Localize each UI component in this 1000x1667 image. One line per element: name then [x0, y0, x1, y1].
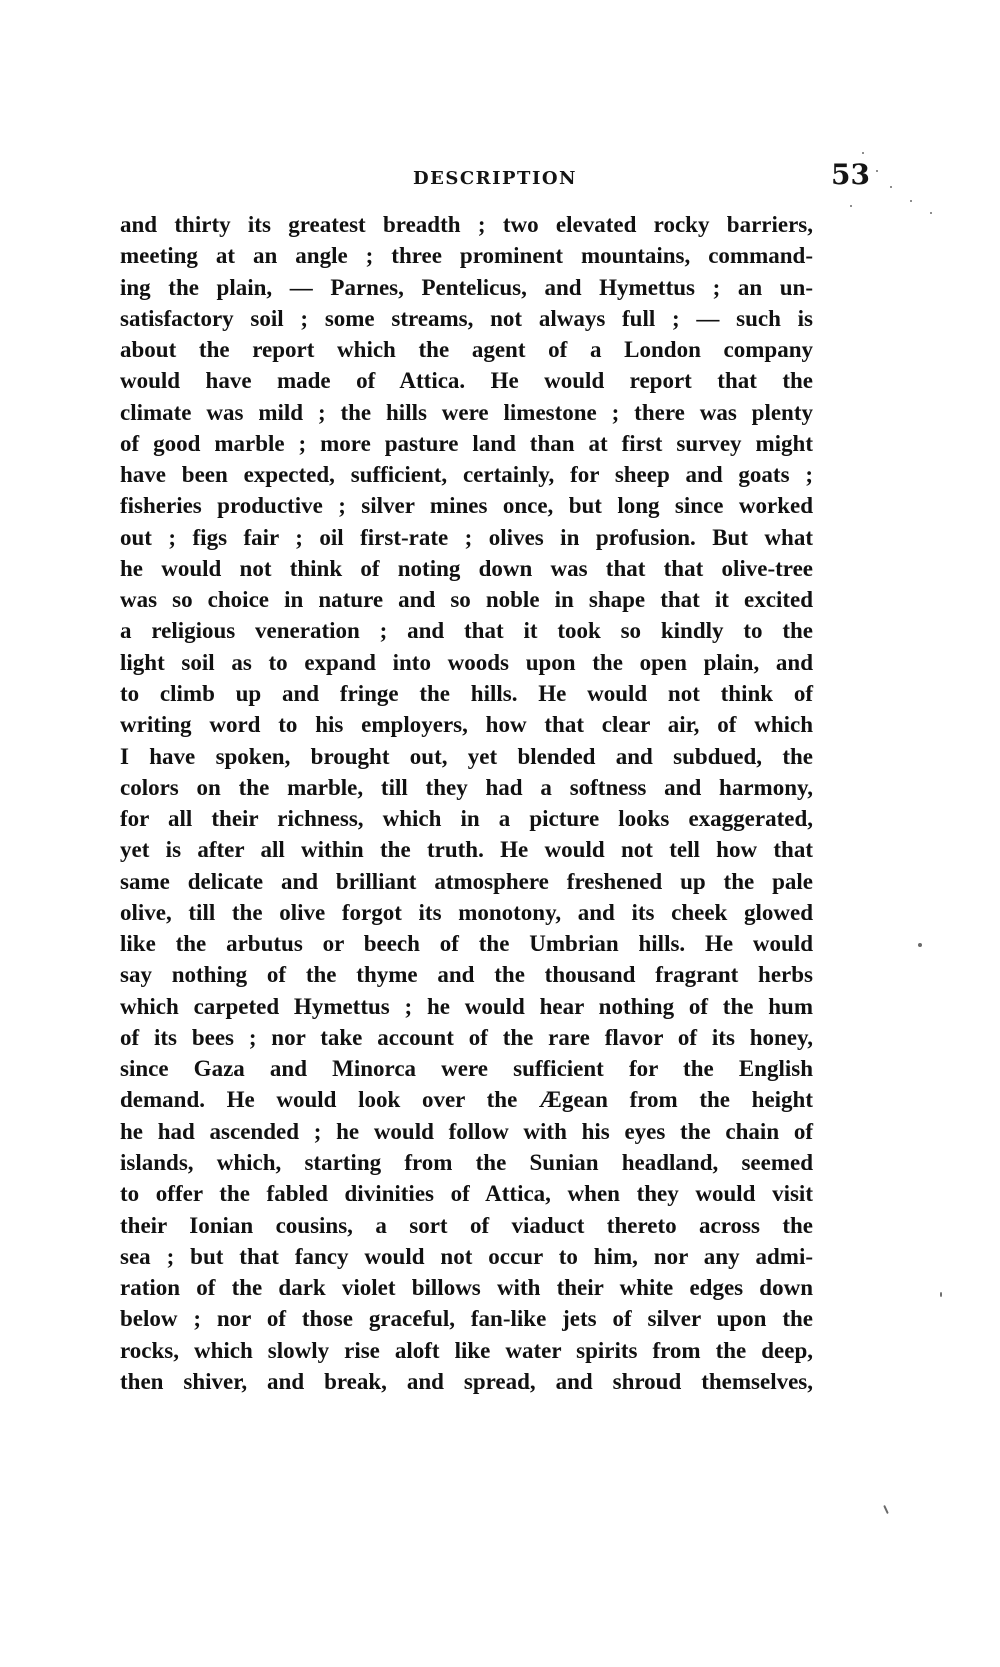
text-line: like the arbutus or beech of the Umbrian hills. He would: [120, 931, 813, 957]
text-line: colors on the marble, till they had a softness and harmony,: [120, 774, 813, 800]
scan-speck: [910, 200, 912, 202]
text-line: since Gaza and Minorca were sufficient for the English: [120, 1056, 813, 1082]
text-line: of its bees ; nor take account of the rare flavor of its honey,: [120, 1024, 813, 1050]
text-line: climate was mild ; the hills were limestone ; there was plenty: [120, 399, 813, 425]
text-line: and thirty its greatest breadth ; two elevated rocky barriers,: [120, 212, 813, 237]
text-line: was so choice in nature and so noble in shape that it excited: [120, 587, 813, 613]
scan-speck: [883, 1505, 889, 1514]
page-number: 53: [831, 158, 870, 191]
scan-speck: [930, 212, 932, 214]
text-line: he had ascended ; he would follow with his eyes the chain of: [120, 1118, 813, 1144]
text-line: a religious veneration ; and that it took so kindly to the: [120, 618, 813, 644]
text-line: to climb up and fringe the hills. He would not think of: [120, 680, 813, 706]
scan-speck: [876, 170, 878, 172]
text-line: which carpeted Hymettus ; he would hear nothing of the hum: [120, 993, 813, 1019]
text-line: rocks, which slowly rise aloft like water spirits from the deep,: [120, 1337, 813, 1363]
text-line: about the report which the agent of a London company: [120, 337, 813, 363]
scan-speck: [940, 1292, 942, 1297]
body-text: [120, 209, 813, 1397]
text-line: olive, till the olive forgot its monotony, and its cheek glowed: [120, 899, 813, 925]
text-line: below ; nor of those graceful, fan-like jets of silver upon the: [120, 1306, 813, 1332]
text-line: meeting at an angle ; three prominent mountains, command-: [120, 243, 813, 269]
text-line: then shiver, and break, and spread, and shroud themselves,: [120, 1368, 813, 1394]
text-line: fisheries productive ; silver mines once, but long since worked: [120, 493, 813, 519]
chapter-title: DESCRIPTION: [412, 168, 577, 189]
text-line: would have made of Attica. He would report that the: [120, 368, 813, 394]
text-line: I have spoken, brought out, yet blended and subdued, the: [120, 743, 813, 769]
text-line: say nothing of the thyme and the thousand fragrant herbs: [120, 962, 813, 988]
text-line: satisfactory soil ; some streams, not always full ; — such is: [120, 305, 813, 331]
text-line: islands, which, starting from the Sunian headland, seemed: [120, 1149, 813, 1175]
text-line: to offer the fabled divinities of Attica, when they would visit: [120, 1181, 813, 1207]
text-line: have been expected, sufficient, certainly, for sheep and goats ;: [120, 462, 813, 488]
text-line: out ; figs fair ; oil first-rate ; olives in profusion. But what: [120, 524, 813, 550]
text-line: light soil as to expand into woods upon the open plain, and: [120, 649, 813, 675]
text-line: writing word to his employers, how that clear air, of which: [120, 712, 813, 738]
text-line: yet is after all within the truth. He would not tell how that: [120, 837, 813, 863]
text-line: he would not think of noting down was that that olive-tree: [120, 555, 813, 581]
text-line: of good marble ; more pasture land than at first survey might: [120, 430, 813, 456]
text-line: demand. He would look over the Ægean from the height: [120, 1087, 813, 1113]
scan-speck: [918, 943, 922, 947]
running-header: [0, 158, 1000, 198]
text-line: sea ; but that fancy would not occur to him, nor any admi-: [120, 1243, 813, 1269]
text-line: their Ionian cousins, a sort of viaduct thereto across the: [120, 1212, 813, 1238]
text-line: for all their richness, which in a picture looks exaggerated,: [120, 806, 813, 832]
scan-speck: [850, 205, 852, 207]
text-line: ing the plain, — Parnes, Pentelicus, and Hymettus ; an un-: [120, 274, 813, 300]
text-line: ration of the dark violet billows with their white edges down: [120, 1275, 813, 1301]
scan-speck: [862, 152, 864, 154]
scan-speck: [890, 186, 892, 188]
text-line: same delicate and brilliant atmosphere freshened up the pale: [120, 868, 813, 894]
